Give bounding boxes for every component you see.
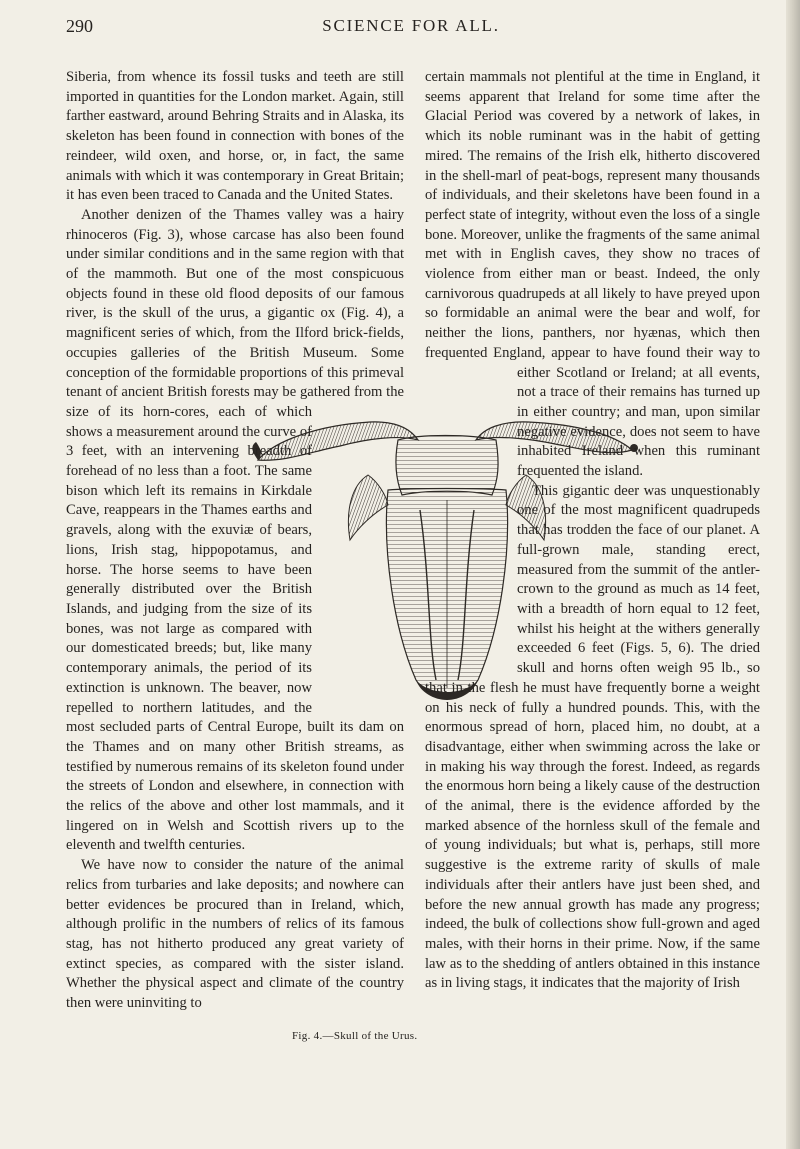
page-number: 290 <box>66 16 93 36</box>
paragraph-left-1: Siberia, from whence its fossil tusks and teeth are still imported in quantities for the London market. Again, still farther eastward, around Behring Straits and in Alaska, its skeleton has been found in connection with bones of the reindeer, wild oxen, and horse, or, in fact, the same animals with which it was contemporary in Great Britain; it has even been traced to Canada and the United States. <box>66 69 405 204</box>
paragraph-left-2: Another denizen of the Thames valley was a hairy rhinoceros (Fig. 3), whose carcase has also been found under similar conditions and in the same region with that of the mammoth. But one of the most conspicuous objects found in these old flood deposits of our famous river, is the skull of the urus, a gigantic ox (Fig. 4), a magnificent series of which, from the Ilford brick-fields, occupies galleries of the British Museum. Some conception of the formidable proportions of this primeval tenant of ancient British forests may be gathered from the size of its horn-cores, each of which shows a measurement around the curve of 3 feet, with an intervening breadth of forehead of no less than a foot. The same bison which left its remains in Kirkdale Cave, reappears in the Thames earths and gravels, along with the exuviæ of bears, lions, Irish stag, hippopotamus, and horse. The horse seems to have been generally distributed over the British Islands, and judging from the size of its bones, was not large as compared with our domesticated breeds; but, like many contemporary animals, the period of its extinction is unknown. The beaver, now repelled to northern latitudes, and the most secluded parts of Central Europe, built its dam on the Thames and on many other British streams, as testified by numerous remains of its skeleton found under the streets of London and elsewhere, in connection with the relics of the above and other lost mammals, and it lingered on in Welsh and Scottish rivers up to the eleventh and twelfth centuries. <box>66 206 404 854</box>
right-column <box>425 68 760 994</box>
running-head: SCIENCE FOR ALL. <box>322 16 500 35</box>
page-header <box>66 16 756 40</box>
paragraph-right-2: This gigantic deer was unquestionably one of the most magnificent quadrupeds that has trodden the face of our planet. A full-grown male, standing erect, measured from the summit of the antler-crown to the ground as much as 14 feet, with a breadth of horn equal to 12 feet, whilst his height at the withers generally exceeded 6 feet (Figs. 5, 6). The dried skull and horns often weigh 95 lb., so that in the flesh he must have frequently borne a weight on his neck of fully a hundred pounds. This, with the enormous spread of horn, placed him, no doubt, at a disadvantage, either when swimming across the lake or in making his way through the forest. Indeed, as regards the enormous horn being a likely cause of the destruction of the animal, there is the evidence afforded by the marked absence of the hornless skull of the female and of young individuals; but what is, perhaps, still more suggestive is the extreme rarity of skulls of male individuals after their antlers have just been shed, and before the new annual growth has made any progress; indeed, the bulk of collections show full-grown and aged males, with their horns in their prime. Now, if the same law as to the shedding of antlers obtained in this instance as in living stags, it indicates that the majority of Irish <box>425 482 760 992</box>
paragraph-right-1: certain mammals not plentiful at the time in England, it seems apparent that Ireland for some time after the Glacial Period was covered by a network of lakes, in which its noble ruminant was in the habit of getting mired. The remains of the Irish elk, hitherto discovered in the shell-marl of peat-bogs, represent many thousands of individuals, and their skeletons have been found in a perfect state of integrity, without even the loss of a single bone. Moreover, unlike the fragments of the same animal met with in English caves, they show no traces of violence from either man or beast. Indeed, the only carnivorous quadrupeds at all likely to have preyed upon so formidable an animal were the bear and wolf, for neither the lions, panthers, nor hyænas, which then frequented England, appear to have found their way to either Scotland or Ireland; at all events, not a trace of their remains has turned up in either country; and man, upon similar negative evidence, does not seem to have inhabited Ireland when this ruminant frequented the island. <box>425 69 760 480</box>
paragraph-left-3: We have now to consider the nature of the animal relics from turbaries and lake deposits; and nowhere can better evidences be procured than in Ireland, which, although prolific in the numbers of relics of its famous stag, has not hitherto produced any great variety of extinct species, as compared with the sister island. Whether the physical aspect and climate of the country then were uninviting to <box>66 857 404 1012</box>
left-column <box>66 68 404 1014</box>
figure-wrap-left <box>312 412 404 704</box>
figure-caption: Fig. 4.—Skull of the Urus. <box>292 1030 418 1042</box>
figure-wrap-right <box>425 364 517 664</box>
